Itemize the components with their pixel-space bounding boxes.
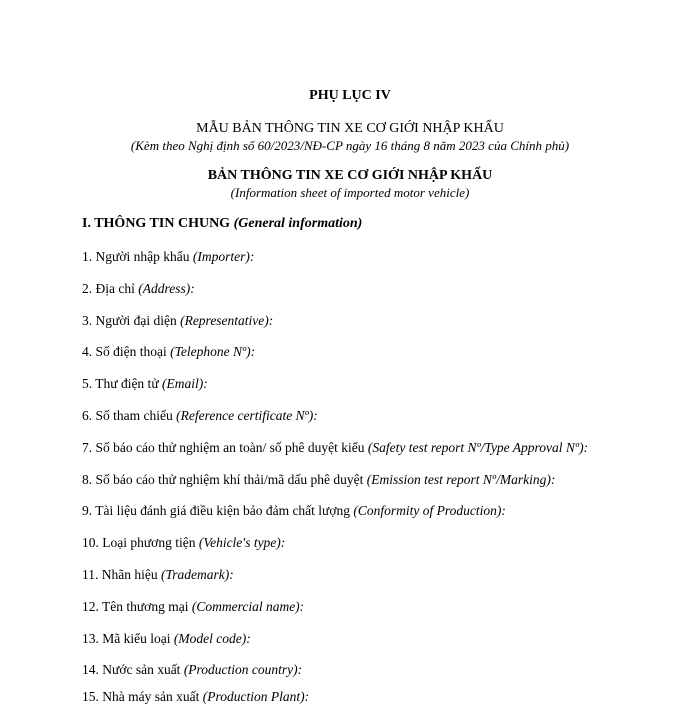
field-label-en: (Production Plant): bbox=[202, 689, 310, 704]
field-label-vi: 5. Thư điện tử bbox=[82, 376, 159, 391]
field-emission-test-report bbox=[82, 472, 555, 488]
field-commercial-name bbox=[82, 599, 304, 615]
field-label-en: (Commercial name): bbox=[191, 599, 305, 614]
field-reference-certificate bbox=[82, 408, 318, 424]
field-address bbox=[82, 281, 195, 297]
field-label-en: (Model code): bbox=[173, 631, 251, 646]
field-label-en: (Vehicle's type): bbox=[198, 535, 286, 550]
field-safety-test-report bbox=[82, 440, 588, 456]
field-label-vi: 8. Số báo cáo thử nghiệm khí thải/mã dấu phê duyệt bbox=[82, 472, 364, 487]
sheet-title: BẢN THÔNG TIN XE CƠ GIỚI NHẬP KHẨU bbox=[207, 168, 493, 183]
section-title-en: (General information) bbox=[233, 216, 363, 231]
field-label-vi: 13. Mã kiểu loại bbox=[82, 631, 171, 646]
field-label-en: (Conformity of Production): bbox=[353, 503, 506, 518]
field-production-country bbox=[82, 662, 302, 678]
field-label-vi: 7. Số báo cáo thử nghiệm an toàn/ số phê duyệt kiểu bbox=[82, 440, 365, 455]
field-label-vi: 14. Nước sản xuất bbox=[82, 662, 181, 677]
field-label-en: (Reference certificate Nº): bbox=[176, 408, 318, 423]
field-label-en: (Trademark): bbox=[160, 567, 234, 582]
section-heading-general-info bbox=[82, 216, 362, 232]
field-label-vi: 1. Người nhập khẩu bbox=[82, 249, 190, 264]
field-email bbox=[82, 376, 208, 392]
field-label-vi: 11. Nhãn hiệu bbox=[82, 567, 158, 582]
field-production-plant bbox=[82, 689, 309, 705]
field-label-en: (Representative): bbox=[180, 313, 274, 328]
field-label-vi: 12. Tên thương mại bbox=[82, 599, 189, 614]
field-label-en: (Email): bbox=[162, 376, 208, 391]
field-label-vi: 2. Địa chỉ bbox=[82, 281, 135, 296]
field-label-en: (Address): bbox=[138, 281, 195, 296]
sheet-subtitle: (Information sheet of imported motor vehicle) bbox=[230, 185, 470, 200]
field-label-en: (Importer): bbox=[192, 249, 255, 264]
field-label-vi: 9. Tài liệu đánh giá điều kiện bảo đảm chất lượng bbox=[82, 503, 351, 518]
field-label-en: (Emission test report Nº/Marking): bbox=[366, 472, 556, 487]
decree-reference: (Kèm theo Nghị định số 60/2023/NĐ-CP ngày 16 tháng 8 năm 2023 của Chính phủ) bbox=[130, 138, 570, 153]
field-importer bbox=[82, 249, 254, 265]
field-representative bbox=[82, 313, 273, 329]
field-telephone bbox=[82, 344, 255, 360]
field-label-en: (Safety test report Nº/Type Approval Nº): bbox=[367, 440, 589, 455]
field-trademark bbox=[82, 567, 234, 583]
field-label-vi: 15. Nhà máy sản xuất bbox=[82, 689, 200, 704]
field-label-en: (Telephone Nº): bbox=[170, 344, 256, 359]
field-vehicle-type bbox=[82, 535, 285, 551]
field-label-vi: 4. Số điện thoại bbox=[82, 344, 167, 359]
field-model-code bbox=[82, 631, 251, 647]
field-label-vi: 10. Loại phương tiện bbox=[82, 535, 196, 550]
field-label-vi: 6. Số tham chiếu bbox=[82, 408, 173, 423]
section-title-vi: I. THÔNG TIN CHUNG bbox=[82, 216, 231, 231]
field-label-vi: 3. Người đại diện bbox=[82, 313, 177, 328]
form-title: MẪU BẢN THÔNG TIN XE CƠ GIỚI NHẬP KHẨU bbox=[196, 121, 504, 136]
field-conformity-of-production bbox=[82, 503, 506, 519]
field-label-en: (Production country): bbox=[183, 662, 303, 677]
appendix-title: PHỤ LỤC IV bbox=[309, 88, 391, 103]
